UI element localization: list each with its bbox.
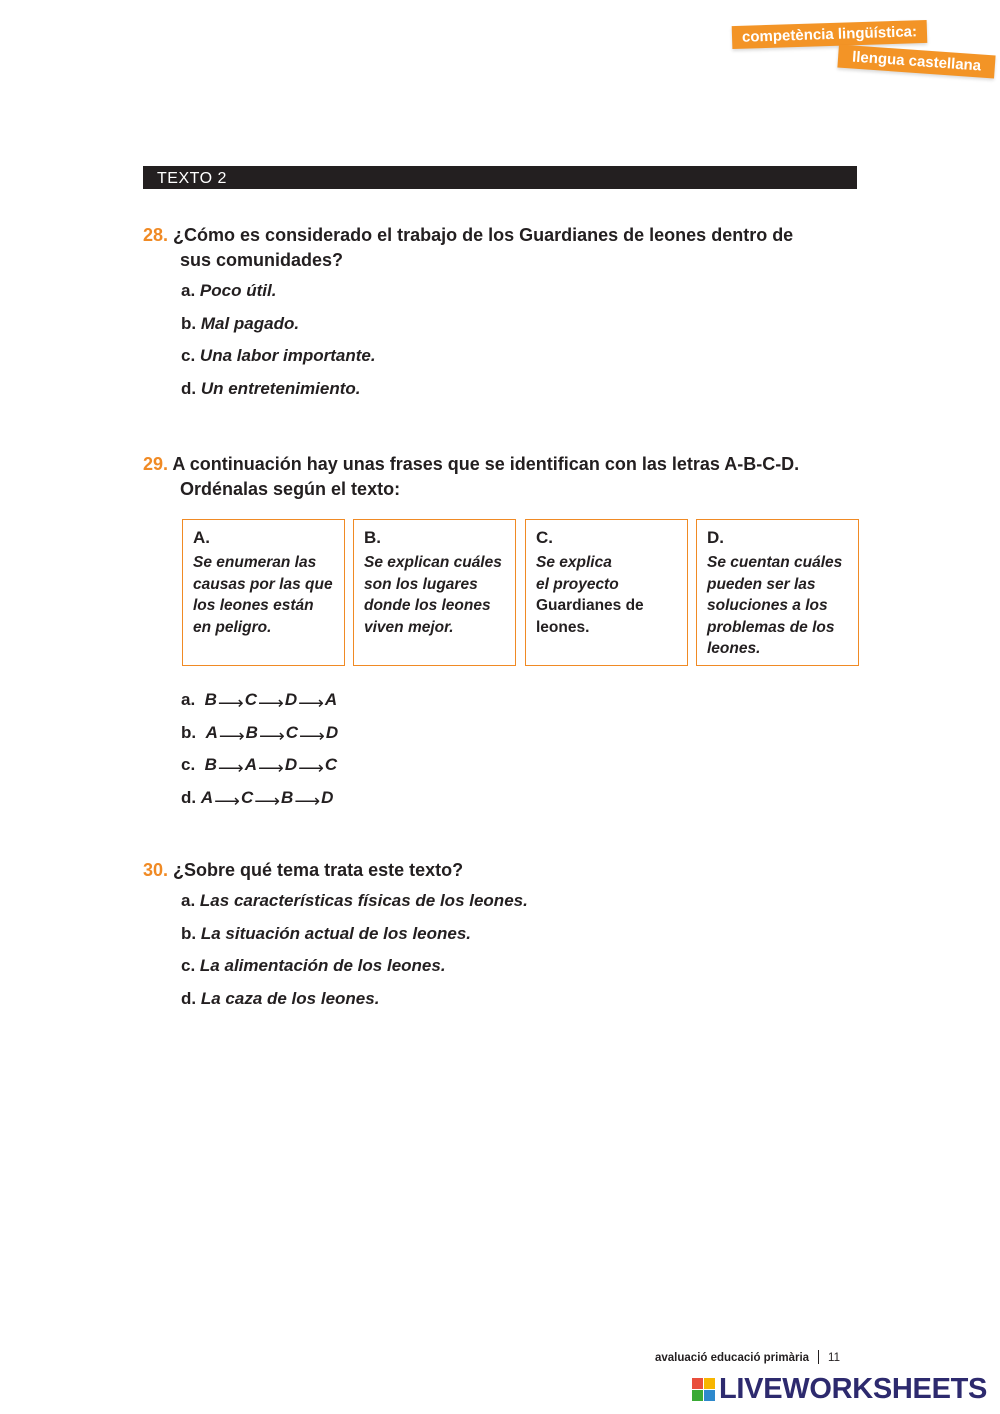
subject-tag-language: llengua castellana (837, 45, 995, 79)
page-number: 11 (828, 1352, 840, 1364)
box-text-italic: Se explica el proyecto (536, 554, 619, 593)
answer-option-c[interactable] (181, 344, 863, 377)
statement-box-d (696, 519, 859, 666)
statement-box-c (525, 519, 688, 666)
sequence-item: B (204, 755, 217, 775)
box-letter: B. (364, 528, 381, 547)
arrow-right-icon: ⟶ (298, 758, 324, 779)
answer-option-a[interactable] (181, 688, 863, 721)
sequence-item: B (281, 788, 294, 808)
arrow-right-icon: ⟶ (217, 758, 244, 779)
brand-name: LIVEWORKSHEETS (719, 1372, 988, 1405)
sequence-item: B (204, 690, 217, 709)
option-letter: b. (181, 313, 197, 333)
footer-label: avaluació educació primària (655, 1352, 810, 1364)
sequence-item: D (321, 788, 334, 808)
answer-option-c[interactable] (181, 753, 863, 786)
section-title-bar: TEXTO 2 (143, 166, 857, 189)
answer-option-b[interactable] (181, 312, 863, 345)
question-line-1: ¿Sobre qué tema trata este texto? (173, 860, 464, 880)
option-text: La caza de los leones. (200, 989, 380, 1009)
logo-square-green (692, 1390, 703, 1401)
box-text-normal: Guardianes de leones. (536, 597, 644, 636)
option-text: La situación actual de los leones. (200, 923, 472, 943)
answer-option-b[interactable] (181, 922, 863, 955)
question-line-1: A continuación hay unas frases que se identifican con las letras A-B-C-D. (172, 454, 800, 474)
sequence-item: C (244, 690, 258, 709)
box-letter: D. (707, 528, 724, 547)
sequence-item: B (245, 722, 258, 742)
question-line-1: ¿Cómo es considerado el trabajo de los Guardianes de leones dentro de (173, 225, 794, 245)
liveworksheets-logo-icon (692, 1378, 715, 1401)
logo-square-yellow (704, 1378, 715, 1389)
arrow-right-icon: ⟶ (258, 758, 284, 779)
option-letter: d. (181, 788, 197, 808)
arrow-right-icon: ⟶ (299, 725, 325, 746)
arrow-right-icon: ⟶ (214, 791, 240, 812)
answer-options (143, 889, 863, 1020)
option-text: Mal pagado. (200, 313, 300, 333)
arrow-right-icon: ⟶ (298, 693, 324, 713)
option-text: Un entretenimiento. (200, 379, 361, 399)
box-text: Se explican cuáles son los lugares donde los leones viven mejor. (364, 554, 502, 636)
question-line-2: sus comunidades? (180, 250, 344, 270)
question-29-text (143, 452, 863, 502)
option-text: La alimentación de los leones. (199, 956, 446, 976)
footer-divider (818, 1350, 819, 1364)
option-letter: c. (181, 755, 196, 775)
logo-square-blue (704, 1390, 715, 1401)
sequence-item: C (240, 788, 254, 808)
answer-options (143, 688, 863, 819)
sequence-item: A (244, 755, 258, 775)
box-letter: A. (193, 528, 210, 547)
question-30-text (143, 858, 863, 883)
question-28-text (143, 223, 863, 273)
sequence-item: A (205, 722, 218, 742)
arrow-right-icon: ⟶ (258, 693, 284, 713)
option-letter: a. (181, 690, 196, 709)
statement-box-a (182, 519, 345, 666)
question-number: 28. (143, 225, 169, 245)
statement-box-b (353, 519, 516, 666)
option-text: Las características físicas de los leones. (199, 891, 528, 910)
sequence-item: A (324, 690, 338, 709)
question-line-2: Ordénalas según el texto: (180, 479, 401, 499)
question-28 (143, 223, 863, 410)
question-29-options (143, 688, 863, 819)
answer-option-a[interactable] (181, 279, 863, 312)
liveworksheets-brand[interactable] (692, 1373, 987, 1405)
option-letter: d. (181, 989, 197, 1009)
page-footer (655, 1350, 840, 1364)
logo-square-red (692, 1378, 703, 1389)
answer-option-d[interactable] (181, 377, 863, 410)
arrow-right-icon: ⟶ (294, 791, 321, 812)
sequence-item: D (284, 755, 298, 775)
option-letter: a. (181, 281, 196, 300)
option-letter: b. (181, 722, 197, 742)
question-29 (143, 452, 863, 502)
option-letter: a. (181, 891, 196, 910)
box-letter: C. (536, 528, 553, 547)
answer-option-a[interactable] (181, 889, 863, 922)
sequence-item: C (324, 755, 338, 775)
answer-option-c[interactable] (181, 954, 863, 987)
answer-option-d[interactable] (181, 786, 863, 819)
option-letter: c. (181, 956, 196, 976)
option-letter: b. (181, 923, 197, 943)
sequence-item: A (200, 788, 214, 808)
sequence-item: D (284, 690, 298, 709)
arrow-right-icon: ⟶ (218, 725, 245, 746)
sequence-item: C (285, 722, 299, 742)
sequence-item: D (325, 722, 339, 742)
arrow-right-icon: ⟶ (254, 791, 281, 812)
question-number: 29. (143, 454, 169, 474)
question-30 (143, 858, 863, 1020)
option-text: Poco útil. (199, 281, 277, 300)
arrow-right-icon: ⟶ (258, 725, 285, 746)
arrow-right-icon: ⟶ (217, 693, 244, 713)
option-text: Una labor importante. (199, 346, 376, 366)
option-letter: d. (181, 379, 197, 399)
box-text: Se enumeran las causas por las que los leones están en peligro. (193, 554, 333, 636)
box-text: Se cuentan cuáles pueden ser las soluciones a los problemas de los leones. (707, 554, 843, 657)
answer-option-d[interactable] (181, 987, 863, 1020)
answer-option-b[interactable] (181, 721, 863, 754)
option-letter: c. (181, 346, 196, 366)
question-number: 30. (143, 860, 169, 880)
subject-tag-competence: competència lingüística: (732, 20, 928, 49)
answer-options (143, 279, 863, 410)
